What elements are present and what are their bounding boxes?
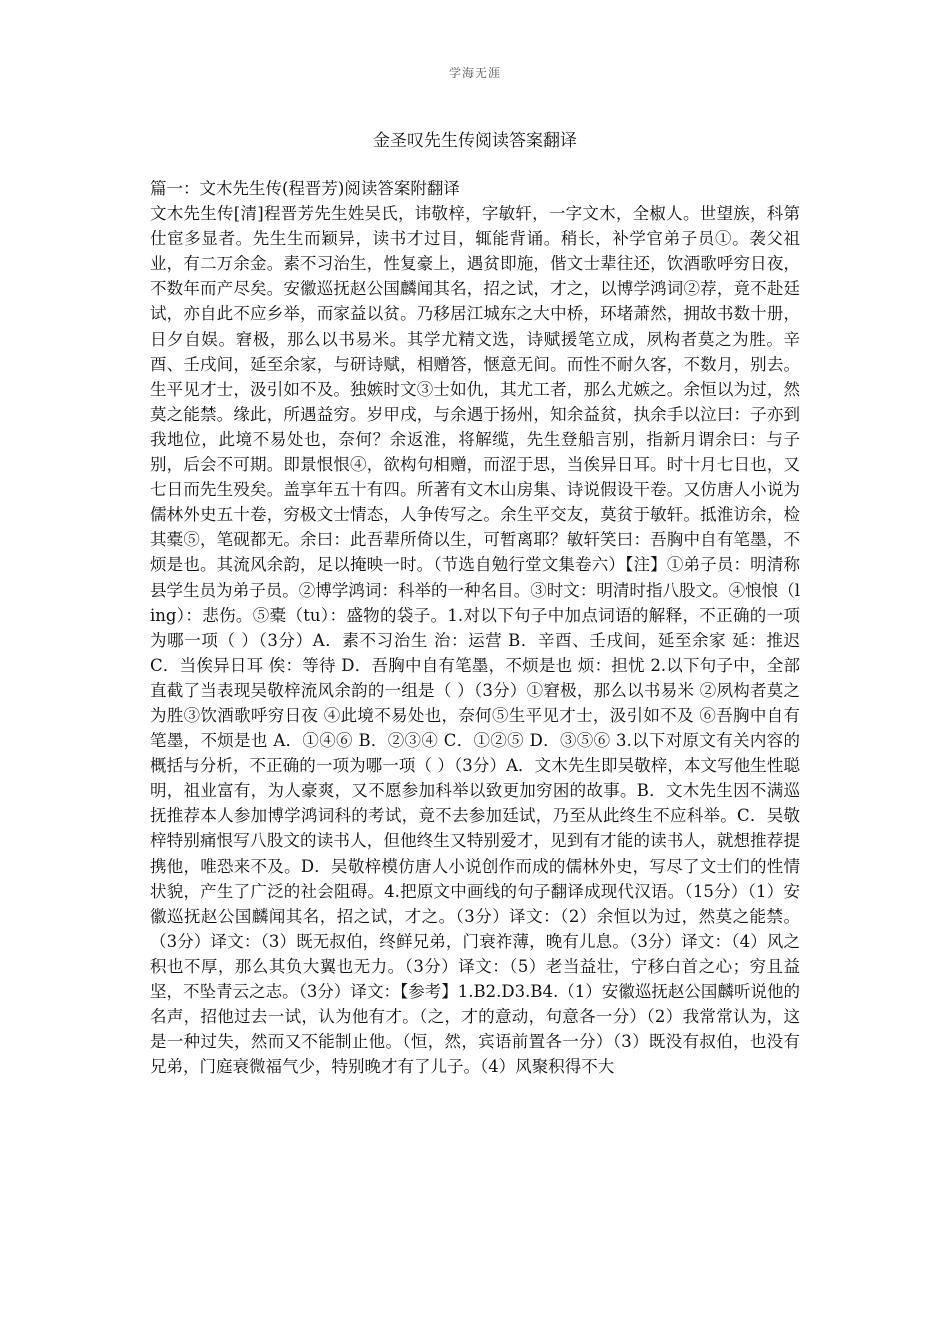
document-title: 金圣叹先生传阅读答案翻译 (373, 131, 577, 151)
body-paragraph: 文木先生传[清]程晋芳先生姓吴氏，讳敬梓，字敏轩，一字文木，全椒人。世望族，科第仕宦多显者。先生生而颖异，读书才过目，辄能背诵。稍长，补学官弟子员①。袭父祖业，有二万余金。素不习治生，性复豪上，遇贫即施，偕文士辈往还，饮酒歌呼穷日夜，不数年而产尽矣。安徽巡抚赵公国麟闻其名，招之试，才之，以博学鸿词②荐，竟不赴廷试，亦自此不应乡举，而家益以贫。乃移居江城东之大中桥，环堵萧然，拥故书数十册，日夕自娱。窘极，那么以书易米。其学尤精文选，诗赋援笔立成，夙构者莫之为胜。辛酉、壬戌间，延至余家，与研诗赋，相赠答，惬意无间。而性不耐久客，不数月，别去。生平见才士，汲引如不及。独嫉时文③士如仇，其尤工者，那么尤嫉之。余恒以为过，然莫之能禁。缘此，所遇益穷。岁甲戌，与余遇于扬州，知余益贫，执余手以泣曰：子亦到我地位，此境不易处也，奈何？余返淮，将解缆，先生登船言别，指新月谓余曰：与子别，后会不可期。即景恨恨④，欲构句相赠，而涩于思，当俟异日耳。时十月七日也，又七日而先生殁矣。盖享年五十有四。所著有文木山房集、诗说假设干卷。又仿唐人小说为儒林外史五十卷，穷极文士情态，人争传写之。余生平交友，莫贫于敏轩。抵淮访余，检其橐⑤，笔砚都无。余曰：此吾辈所倚以生，可暂离耶？敏轩笑曰：吾胸中自有笔墨，不烦是也。其流风余韵，足以掩映一时。（节选自勉行堂文集卷六）【注】①弟子员：明清称县学生员为弟子员。②博学鸿词：科举的一种名目。③时文：明清时指八股文。④悢悢（ling）：悲伤。⑤橐（tu）：盛物的袋子。1.对以下句子中加点词语的解释，不正确的一项为哪一项（ ）（3分）A．素不习治生 治：运营 B．辛酉、壬戌间，延至余家 延：推迟 C．当俟异日耳 俟：等待 D．吾胸中自有笔墨，不烦是也 烦：担忧 2.以下句子中，全部直截了当表现吴敬梓流风余韵的一组是（ ）（3分）①窘极，那么以书易米 ②夙构者莫之为胜③饮酒歌呼穷日夜 ④此境不易处也，奈何⑤生平见才士，汲引如不及 ⑥吾胸中自有笔墨，不烦是也 A．①④⑥ B．②③④ C．①②⑤ D．③⑤⑥ 3.以下对原文有关内容的概括与分析，不正确的一项为哪一项（ ）（3分）A．文木先生即吴敬梓，本文写他生性聪明，祖业富有，为人豪爽，又不愿参加科举以致更加穷困的故事。B．文木先生因不满巡抚推荐本人参加博学鸿词科的考试，竟不去参加廷试，乃至从此终生不应科举。C．吴敬梓特别痛恨写八股文的读书人，但他终生又特别爱才，见到有才能的读书人，就想推荐提携他，唯恐来不及。D．吴敬梓模仿唐人小说创作而成的儒林外史，写尽了文士们的性情状貌，产生了广泛的社会阻碍。4.把原文中画线的句子翻译成现代汉语。（15分）（1）安徽巡抚赵公国麟闻其名，招之试，才之。（3分）译文：（2）余恒以为过，然莫之能禁。（3分）译文：（3）既无叔伯，终鲜兄弟，门衰祚薄，晚有儿息。（3分）译文：（4）风之积也不厚，那么其负大翼也无力。（3分）译文：（5）老当益壮，宁移白首之心；穷且益坚，不坠青云之志。（3分）译文：【参考】1.B2.D3.B4.（1）安徽巡抚赵公国麟听说他的名声，招他过去一试，认为他有才。（之，才的意动，句意各一分）（2）我常常认为，这是一种过失，然而又不能制止他。（恒，然，宾语前置各一分）（3）既没有叔伯，也没有兄弟，门庭衰微福气少，特别晚才有了儿子。（4）风聚积得不大 (150, 204, 800, 1077)
page-header: 学海无涯 (448, 66, 501, 80)
document-body (150, 176, 800, 1079)
section-title: 篇一：文木先生传(程晋芳)阅读答案附翻译 (150, 179, 460, 198)
